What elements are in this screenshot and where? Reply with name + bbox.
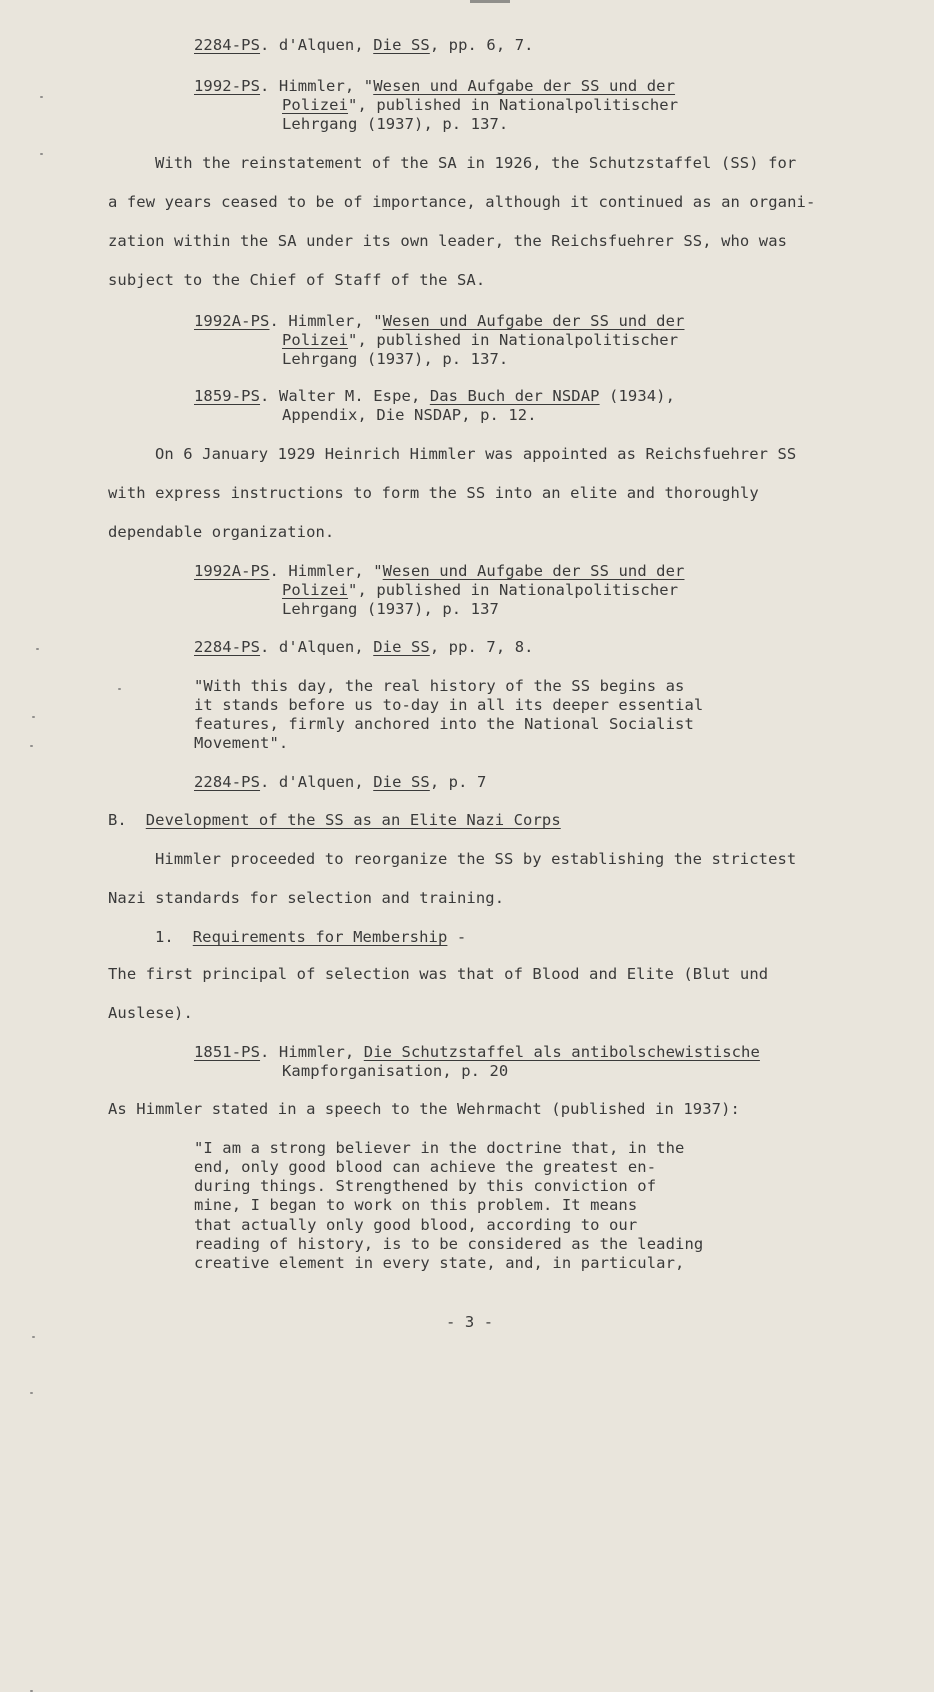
- citation-2284-ps-1: 2284-PS. d'Alquen, Die SS, pp. 6, 7.: [194, 36, 534, 54]
- citation-ref: 1859-PS: [194, 387, 261, 405]
- paragraph-line: subject to the Chief of Staff of the SA.: [108, 271, 486, 289]
- citation-1992a-ps-1-line2: Polizei", published in Nationalpolitischer: [282, 331, 679, 349]
- quote-line: mine, I began to work on this problem. It means: [194, 1196, 638, 1214]
- citation-1859-ps-line2: Appendix, Die NSDAP, p. 12.: [282, 406, 537, 424]
- scan-speck: [40, 96, 43, 98]
- scan-speck: [32, 716, 35, 718]
- scan-speck: [30, 1392, 33, 1394]
- paragraph-line: As Himmler stated in a speech to the Wehrmacht (published in 1937):: [108, 1100, 740, 1118]
- citation-ref: 1992A-PS: [194, 312, 270, 330]
- citation-1859-ps: 1859-PS. Walter M. Espe, Das Buch der NSDAP (1934),: [194, 387, 676, 405]
- paragraph-line: zation within the SA under its own leader, the Reichsfuehrer SS, who was: [108, 232, 788, 250]
- citation-1992a-ps-2-line3: Lehrgang (1937), p. 137: [282, 600, 499, 618]
- citation-1851-ps: 1851-PS. Himmler, Die Schutzstaffel als antibolschewistische: [194, 1043, 760, 1061]
- citation-ref: 2284-PS: [194, 36, 261, 54]
- citation-1992a-ps-1-line3: Lehrgang (1937), p. 137.: [282, 350, 509, 368]
- scan-speck: [32, 1336, 35, 1338]
- citation-1992-ps-line3: Lehrgang (1937), p. 137.: [282, 115, 509, 133]
- scan-speck: [36, 648, 39, 650]
- citation-2284-ps-3: 2284-PS. d'Alquen, Die SS, p. 7: [194, 773, 487, 791]
- paragraph-line: a few years ceased to be of importance, although it continued as an organi-: [108, 193, 816, 211]
- citation-1992a-ps-2-line2: Polizei", published in Nationalpolitischer: [282, 581, 679, 599]
- scan-speck: [118, 688, 121, 690]
- scan-speck: [40, 153, 43, 155]
- quote-line: creative element in every state, and, in particular,: [194, 1254, 685, 1272]
- quote-line: it stands before us to-day in all its deeper essential: [194, 696, 704, 714]
- paragraph-line: Auslese).: [108, 1004, 193, 1022]
- subsection-heading-1: 1. Requirements for Membership -: [155, 928, 467, 946]
- paragraph-line: dependable organization.: [108, 523, 335, 541]
- quote-line: reading of history, is to be considered as the leading: [194, 1235, 704, 1253]
- paragraph-line: With the reinstatement of the SA in 1926, the Schutzstaffel (SS) for: [155, 154, 797, 172]
- citation-ref: 1992A-PS: [194, 562, 270, 580]
- quote-line: features, firmly anchored into the National Socialist: [194, 715, 694, 733]
- citation-1992-ps: 1992-PS. Himmler, "Wesen und Aufgabe der SS und der: [194, 77, 676, 95]
- quote-line: that actually only good blood, according to our: [194, 1216, 638, 1234]
- citation-ref: 1992-PS: [194, 77, 261, 95]
- citation-ref: 2284-PS: [194, 773, 261, 791]
- quote-line: "With this day, the real history of the SS begins as: [194, 677, 685, 695]
- quote-line: "I am a strong believer in the doctrine that, in the: [194, 1139, 685, 1157]
- citation-ref: 2284-PS: [194, 638, 261, 656]
- paragraph-line: The first principal of selection was that of Blood and Elite (Blut und: [108, 965, 769, 983]
- paragraph-line: Nazi standards for selection and training.: [108, 889, 505, 907]
- paragraph-line: On 6 January 1929 Heinrich Himmler was appointed as Reichsfuehrer SS: [155, 445, 797, 463]
- section-heading-b: B. Development of the SS as an Elite Nazi Corps: [108, 811, 561, 829]
- paragraph-line: Himmler proceeded to reorganize the SS by establishing the strictest: [155, 850, 797, 868]
- citation-1992-ps-line2: Polizei", published in Nationalpolitischer: [282, 96, 679, 114]
- quote-line: during things. Strengthened by this conviction of: [194, 1177, 657, 1195]
- quote-line: Movement".: [194, 734, 289, 752]
- scan-speck: [30, 745, 33, 747]
- page-number: - 3 -: [446, 1313, 494, 1331]
- quote-line: end, only good blood can achieve the greatest en-: [194, 1158, 657, 1176]
- binding-mark: [470, 0, 510, 3]
- paragraph-line: with express instructions to form the SS into an elite and thoroughly: [108, 484, 759, 502]
- citation-1992a-ps-1: 1992A-PS. Himmler, "Wesen und Aufgabe der SS und der: [194, 312, 685, 330]
- citation-ref: 1851-PS: [194, 1043, 261, 1061]
- citation-2284-ps-2: 2284-PS. d'Alquen, Die SS, pp. 7, 8.: [194, 638, 534, 656]
- citation-1851-ps-line2: Kampforganisation, p. 20: [282, 1062, 509, 1080]
- citation-1992a-ps-2: 1992A-PS. Himmler, "Wesen und Aufgabe der SS und der: [194, 562, 685, 580]
